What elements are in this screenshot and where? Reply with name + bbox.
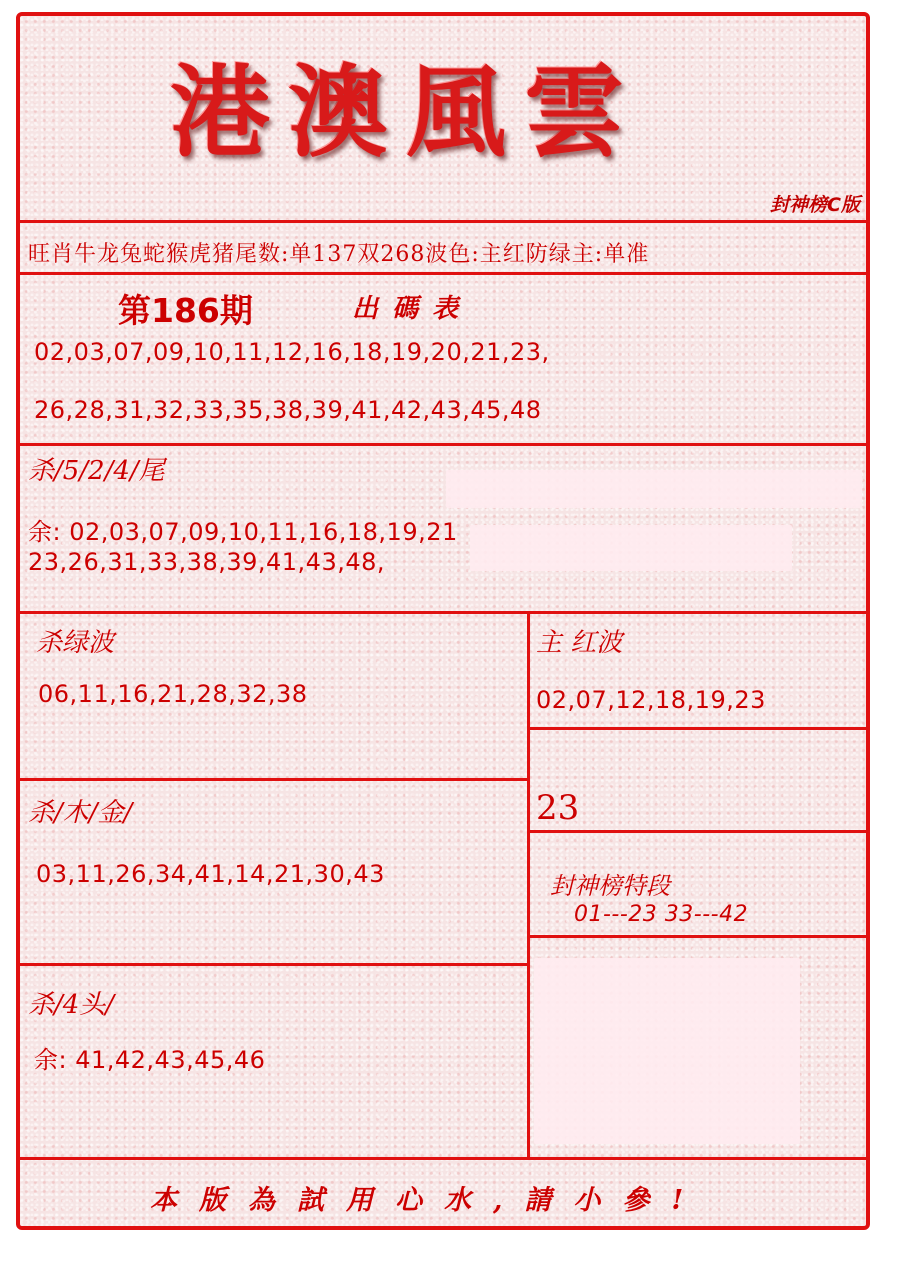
zodiac-line: 旺肖牛龙兔蛇猴虎猪尾数:单137双268波色:主红防绿主:单准 — [28, 242, 650, 267]
main-red-heading: 主 红波 — [536, 628, 623, 658]
kill-tail-remain-1: 余: 02,03,07,09,10,11,16,18,19,21 — [28, 518, 458, 546]
draw-numbers-line-1: 02,03,07,09,10,11,12,16,18,19,20,21,23, — [34, 338, 550, 366]
divider-header — [20, 220, 866, 223]
divider-right-1 — [528, 727, 866, 730]
kill-head-heading: 杀/4头/ — [28, 990, 115, 1020]
edition-label: 封神榜C版 — [770, 194, 860, 216]
main-red-numbers: 02,07,12,18,19,23 — [536, 686, 766, 714]
special-segment-ranges: 01---23 33---42 — [574, 902, 749, 927]
blank-patch-1 — [446, 470, 862, 508]
kill-head-remain: 余: 41,42,43,45,46 — [34, 1046, 266, 1074]
divider-right-2 — [528, 830, 866, 833]
blank-patch-3 — [534, 958, 800, 1144]
footer-note: 本版為試用心水,請小參! — [150, 1185, 706, 1216]
kill-tail-remain-2: 23,26,31,33,38,39,41,43,48, — [28, 548, 386, 576]
kill-elements-numbers: 03,11,26,34,41,14,21,30,43 — [36, 860, 385, 888]
page-title: 港澳風雲 — [170, 53, 642, 171]
kill-green-numbers: 06,11,16,21,28,32,38 — [38, 680, 308, 708]
single-pick-number: 23 — [536, 788, 580, 828]
blank-patch-2 — [470, 525, 792, 571]
draw-numbers-line-2: 26,28,31,32,33,35,38,39,41,42,43,45,48 — [34, 396, 542, 424]
divider-draw — [20, 443, 866, 446]
divider-footer — [20, 1157, 866, 1160]
issue-number: 第186期 — [118, 291, 253, 330]
kill-green-heading: 杀绿波 — [36, 628, 115, 658]
kill-tail-heading: 杀/5/2/4/尾 — [28, 456, 165, 486]
divider-tail — [20, 611, 866, 614]
divider-right-3 — [528, 935, 866, 938]
divider-left-2 — [20, 963, 530, 966]
kill-elements-heading: 杀/木/金/ — [28, 798, 133, 828]
special-segment-heading: 封神榜特段 — [550, 872, 670, 900]
divider-zodiac — [20, 272, 866, 275]
divider-left-1 — [20, 778, 530, 781]
draw-table-label: 出碼表 — [352, 294, 473, 324]
divider-vertical — [527, 612, 530, 1158]
